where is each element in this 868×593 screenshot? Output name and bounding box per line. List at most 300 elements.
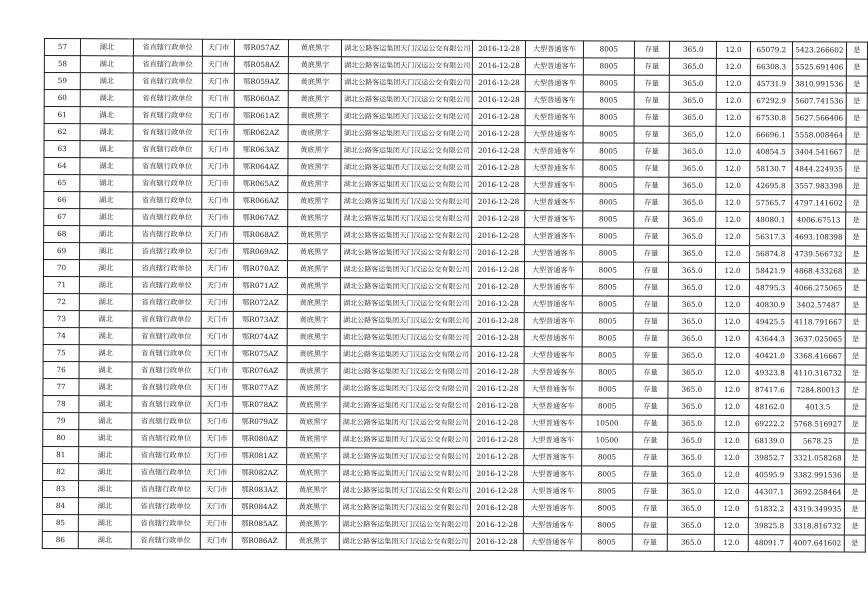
operator-company-cell: 湖北公路客运集团天门汉运公交有限公司 [341, 261, 472, 279]
city-cell: 天门市 [200, 515, 233, 532]
admin-level-cell: 省直辖行政单位 [132, 362, 201, 379]
operating-days-cell: 365.0 [668, 381, 715, 398]
operating-days-cell: 365.0 [668, 483, 715, 500]
plate-color-cell: 黄底黑字 [287, 397, 341, 414]
operating-days-cell: 365.0 [669, 143, 716, 160]
operator-company-cell: 湖北公路客运集团天门汉运公交有限公司 [340, 397, 471, 415]
value-total-cell: 58130.7 [750, 161, 792, 178]
operating-days-cell: 365.0 [669, 296, 716, 313]
vehicle-status-cell: 存量 [633, 279, 669, 296]
value-total-cell: 67292.9 [750, 93, 792, 110]
row-number-cell: 73 [43, 310, 79, 327]
value-monthly-cell: 4693.108398 [792, 229, 846, 246]
vehicle-type-cell: 大型普通客车 [524, 330, 582, 347]
operator-company-cell: 湖北公路客运集团天门汉运公交有限公司 [341, 278, 472, 296]
admin-level-cell: 省直辖行政单位 [132, 413, 201, 430]
operating-days-cell: 365.0 [669, 177, 716, 194]
plate-color-cell: 黄底黑字 [287, 329, 341, 346]
operating-days-cell: 365.0 [670, 58, 717, 75]
value-monthly-cell: 5607.741536 [792, 93, 846, 110]
vehicle-type-cell: 大型普通客车 [524, 466, 582, 483]
value-total-cell: 42695.8 [750, 178, 792, 195]
plate-color-cell: 黄底黑字 [287, 346, 341, 363]
admin-level-cell: 省直辖行政单位 [132, 311, 201, 328]
vehicle-code-cell: 8005 [582, 313, 633, 330]
vehicle-code-cell: 8005 [582, 449, 633, 466]
province-cell: 湖北 [78, 532, 131, 549]
city-cell: 天门市 [200, 464, 233, 481]
plate-number-cell: 鄂R084AZ [233, 498, 286, 515]
operator-company-cell: 湖北公路客运集团天门汉运公交有限公司 [340, 533, 471, 551]
row-number-cell: 74 [43, 327, 79, 344]
qualified-flag-cell: 是 [845, 416, 866, 433]
vehicle-code-cell: 8005 [583, 177, 634, 194]
plate-number-cell: 鄂R075AZ [234, 345, 287, 362]
plate-color-cell: 黄底黑字 [287, 431, 341, 448]
city-cell: 天门市 [201, 260, 234, 277]
vehicle-status-cell: 存量 [633, 262, 669, 279]
plate-color-cell: 黄底黑字 [286, 465, 340, 482]
admin-level-cell: 省直辖行政单位 [132, 396, 201, 413]
admin-level-cell: 省直辖行政单位 [133, 73, 202, 90]
value-total-cell: 44307.1 [748, 484, 790, 501]
distance-value-cell: 12.0 [716, 177, 749, 194]
plate-number-cell: 鄂R066AZ [234, 192, 287, 209]
row-number-cell: 85 [42, 514, 78, 531]
distance-value-cell: 12.0 [716, 279, 749, 296]
register-date-cell: 2016-12-28 [471, 482, 524, 499]
plate-color-cell: 黄底黑字 [288, 159, 342, 176]
admin-level-cell: 省直辖行政单位 [131, 481, 200, 498]
vehicle-type-cell: 大型普通客车 [524, 279, 582, 296]
operator-company-cell: 湖北公路客运集团天门汉运公交有限公司 [340, 499, 471, 517]
operating-days-cell: 365.0 [669, 211, 716, 228]
value-total-cell: 67530.8 [750, 110, 792, 127]
operator-company-cell: 湖北公路客运集团天门汉运公交有限公司 [342, 74, 473, 92]
distance-value-cell: 12.0 [717, 41, 750, 58]
city-cell: 天门市 [201, 396, 234, 413]
vehicle-status-cell: 存量 [634, 92, 670, 109]
distance-value-cell: 12.0 [716, 211, 749, 228]
province-cell: 湖北 [79, 447, 132, 464]
vehicle-data-table [42, 38, 868, 553]
row-number-cell: 78 [43, 395, 79, 412]
operator-company-cell: 湖北公路客运集团天门汉运公交有限公司 [340, 380, 471, 398]
vehicle-type-cell: 大型普通客车 [524, 347, 582, 364]
table-row [42, 531, 865, 552]
operator-company-cell: 湖北公路客运集团天门汉运公交有限公司 [341, 142, 472, 160]
row-number-cell: 60 [44, 90, 80, 107]
plate-color-cell: 黄底黑字 [287, 363, 341, 380]
operating-days-cell: 365.0 [670, 75, 717, 92]
vehicle-type-cell: 大型普通客车 [525, 126, 583, 143]
operating-days-cell: 365.0 [668, 398, 715, 415]
qualified-flag-cell: 是 [846, 195, 867, 212]
city-cell: 天门市 [202, 73, 235, 90]
province-cell: 湖北 [79, 328, 132, 345]
value-total-cell: 40421.0 [749, 348, 791, 365]
register-date-cell: 2016-12-28 [472, 329, 525, 346]
qualified-flag-cell: 是 [846, 93, 867, 110]
register-date-cell: 2016-12-28 [472, 193, 525, 210]
plate-color-cell: 黄底黑字 [287, 295, 341, 312]
register-date-cell: 2016-12-28 [472, 244, 525, 261]
vehicle-code-cell: 8005 [583, 75, 634, 92]
qualified-flag-cell: 是 [846, 161, 867, 178]
qualified-flag-cell: 是 [845, 382, 866, 399]
admin-level-cell: 省直辖行政单位 [132, 345, 201, 362]
admin-level-cell: 省直辖行政单位 [131, 498, 200, 515]
operator-company-cell: 湖北公路客运集团天门汉运公交有限公司 [342, 91, 473, 109]
vehicle-code-cell: 8005 [583, 58, 634, 75]
city-cell: 天门市 [201, 311, 234, 328]
distance-value-cell: 12.0 [716, 126, 749, 143]
value-total-cell: 40595.9 [748, 467, 790, 484]
vehicle-type-cell: 大型普通客车 [525, 160, 583, 177]
operating-days-cell: 365.0 [668, 466, 715, 483]
value-monthly-cell: 3692.258464 [791, 484, 845, 501]
value-total-cell: 69222.2 [749, 416, 791, 433]
admin-level-cell: 省直辖行政单位 [133, 107, 202, 124]
province-cell: 湖北 [80, 107, 133, 124]
value-total-cell: 56317.3 [749, 229, 791, 246]
register-date-cell: 2016-12-28 [471, 397, 524, 414]
operator-company-cell: 湖北公路客运集团天门汉运公交有限公司 [341, 193, 472, 211]
value-monthly-cell: 3321.058268 [791, 450, 845, 467]
operating-days-cell: 365.0 [669, 126, 716, 143]
city-cell: 天门市 [201, 345, 234, 362]
register-date-cell: 2016-12-28 [473, 57, 526, 74]
vehicle-status-cell: 存量 [634, 160, 670, 177]
value-monthly-cell: 3404.541667 [792, 144, 846, 161]
city-cell: 天门市 [202, 158, 235, 175]
admin-level-cell: 省直辖行政单位 [133, 175, 202, 192]
vehicle-code-cell: 10500 [582, 415, 633, 432]
plate-number-cell: 鄂R069AZ [234, 243, 287, 260]
vehicle-status-cell: 存量 [633, 364, 669, 381]
vehicle-code-cell: 8005 [582, 262, 633, 279]
distance-value-cell: 12.0 [715, 415, 748, 432]
value-total-cell: 68139.0 [748, 433, 790, 450]
vehicle-code-cell: 8005 [582, 330, 633, 347]
vehicle-type-cell: 大型普通客车 [525, 41, 583, 58]
plate-number-cell: 鄂R083AZ [233, 481, 286, 498]
vehicle-code-cell: 8005 [582, 228, 633, 245]
vehicle-type-cell: 大型普通客车 [524, 313, 582, 330]
row-number-cell: 64 [44, 158, 80, 175]
operating-days-cell: 365.0 [668, 432, 715, 449]
admin-level-cell: 省直辖行政单位 [132, 294, 201, 311]
distance-value-cell: 12.0 [716, 313, 749, 330]
vehicle-status-cell: 存量 [632, 449, 668, 466]
plate-number-cell: 鄂R080AZ [233, 430, 286, 447]
vehicle-type-cell: 大型普通客车 [525, 58, 583, 75]
plate-color-cell: 黄底黑字 [288, 74, 342, 91]
register-date-cell: 2016-12-28 [472, 261, 525, 278]
province-cell: 湖北 [80, 260, 133, 277]
admin-level-cell: 省直辖行政单位 [133, 56, 202, 73]
distance-value-cell: 12.0 [715, 483, 748, 500]
plate-color-cell: 黄底黑字 [287, 414, 341, 431]
operator-company-cell: 湖北公路客运集团天门汉运公交有限公司 [340, 516, 471, 534]
value-total-cell: 58421.9 [749, 263, 791, 280]
row-number-cell: 86 [42, 531, 78, 548]
value-monthly-cell: 4319.349935 [790, 501, 844, 518]
city-cell: 天门市 [201, 328, 234, 345]
vehicle-code-cell: 8005 [583, 194, 634, 211]
register-date-cell: 2016-12-28 [472, 142, 525, 159]
row-number-cell: 71 [43, 276, 79, 293]
operator-company-cell: 湖北公路客运集团天门汉运公交有限公司 [340, 465, 471, 483]
vehicle-type-cell: 大型普通客车 [523, 517, 581, 534]
plate-color-cell: 黄底黑字 [288, 40, 342, 57]
vehicle-code-cell: 8005 [583, 160, 634, 177]
province-cell: 湖北 [81, 39, 134, 56]
plate-number-cell: 鄂R079AZ [233, 413, 286, 430]
operating-days-cell: 365.0 [670, 41, 717, 58]
row-number-cell: 65 [44, 175, 80, 192]
operator-company-cell: 湖北公路客运集团天门汉运公交有限公司 [341, 210, 472, 228]
qualified-flag-cell: 是 [844, 450, 865, 467]
city-cell: 天门市 [201, 226, 234, 243]
value-monthly-cell: 4110.316732 [791, 365, 845, 382]
register-date-cell: 2016-12-28 [473, 91, 526, 108]
vehicle-type-cell: 大型普通客车 [524, 262, 582, 279]
vehicle-type-cell: 大型普通客车 [525, 211, 583, 228]
value-monthly-cell: 4844.224935 [792, 161, 846, 178]
distance-value-cell: 12.0 [716, 347, 749, 364]
plate-number-cell: 鄂R068AZ [234, 226, 287, 243]
operating-days-cell: 365.0 [668, 500, 715, 517]
admin-level-cell: 省直辖行政单位 [133, 90, 202, 107]
operating-days-cell: 365.0 [668, 517, 715, 534]
vehicle-code-cell: 8005 [583, 211, 634, 228]
admin-level-cell: 省直辖行政单位 [132, 277, 201, 294]
province-cell: 湖北 [78, 515, 131, 532]
city-cell: 天门市 [200, 498, 233, 515]
operator-company-cell: 湖北公路客运集团天门汉运公交有限公司 [341, 227, 472, 245]
plate-number-cell: 鄂R060AZ [235, 90, 288, 107]
register-date-cell: 2016-12-28 [471, 516, 524, 533]
plate-number-cell: 鄂R065AZ [234, 175, 287, 192]
province-cell: 湖北 [80, 141, 133, 158]
value-monthly-cell: 5525.691406 [792, 59, 846, 76]
plate-color-cell: 黄底黑字 [287, 261, 341, 278]
vehicle-code-cell: 8005 [583, 126, 634, 143]
qualified-flag-cell: 是 [845, 314, 866, 331]
admin-level-cell: 省直辖行政单位 [133, 141, 202, 158]
value-total-cell: 51832.2 [748, 501, 790, 518]
operating-days-cell: 365.0 [669, 279, 716, 296]
row-number-cell: 82 [43, 463, 79, 480]
distance-value-cell: 12.0 [717, 75, 750, 92]
admin-level-cell: 省直辖行政单位 [132, 226, 201, 243]
vehicle-code-cell: 8005 [582, 245, 633, 262]
vehicle-status-cell: 存量 [634, 41, 670, 58]
plate-color-cell: 黄底黑字 [287, 244, 341, 261]
value-total-cell: 43644.3 [749, 331, 791, 348]
city-cell: 天门市 [200, 447, 233, 464]
register-date-cell: 2016-12-28 [472, 210, 525, 227]
distance-value-cell: 12.0 [715, 398, 748, 415]
city-cell: 天门市 [202, 124, 235, 141]
city-cell: 天门市 [202, 90, 235, 107]
value-monthly-cell: 5558.008464 [792, 127, 846, 144]
operating-days-cell: 365.0 [669, 160, 716, 177]
operator-company-cell: 湖北公路客运集团天门汉运公交有限公司 [342, 57, 473, 75]
vehicle-status-cell: 存量 [634, 143, 670, 160]
city-cell: 天门市 [200, 430, 233, 447]
plate-number-cell: 鄂R085AZ [233, 515, 286, 532]
plate-color-cell: 黄底黑字 [288, 125, 342, 142]
value-monthly-cell: 3402.57487 [791, 297, 845, 314]
vehicle-code-cell: 8005 [583, 92, 634, 109]
row-number-cell: 61 [44, 107, 80, 124]
distance-value-cell: 12.0 [716, 245, 749, 262]
qualified-flag-cell: 是 [845, 229, 866, 246]
value-monthly-cell: 4066.275065 [791, 280, 845, 297]
province-cell: 湖北 [79, 464, 132, 481]
register-date-cell: 2016-12-28 [472, 125, 525, 142]
value-total-cell: 40830.9 [749, 297, 791, 314]
distance-value-cell: 12.0 [715, 534, 748, 551]
distance-value-cell: 12.0 [716, 143, 749, 160]
row-number-cell: 57 [44, 39, 80, 56]
operating-days-cell: 365.0 [668, 449, 715, 466]
value-total-cell: 49425.5 [749, 314, 791, 331]
qualified-flag-cell: 是 [846, 42, 867, 59]
operator-company-cell: 湖北公路客运集团天门汉运公交有限公司 [341, 176, 472, 194]
qualified-flag-cell: 是 [844, 501, 865, 518]
qualified-flag-cell: 是 [846, 127, 867, 144]
value-monthly-cell: 5627.566406 [792, 110, 846, 127]
vehicle-status-cell: 存量 [633, 398, 669, 415]
plate-color-cell: 黄底黑字 [286, 533, 340, 550]
operating-days-cell: 365.0 [668, 313, 715, 330]
province-cell: 湖北 [80, 226, 133, 243]
value-monthly-cell: 3382.991536 [791, 467, 845, 484]
plate-number-cell: 鄂R086AZ [233, 532, 286, 549]
value-monthly-cell: 4739.566732 [792, 246, 846, 263]
plate-number-cell: 鄂R057AZ [235, 39, 288, 56]
distance-value-cell: 12.0 [717, 58, 750, 75]
plate-color-cell: 黄底黑字 [287, 210, 341, 227]
province-cell: 湖北 [80, 243, 133, 260]
province-cell: 湖北 [80, 158, 133, 175]
table-body [42, 39, 867, 553]
vehicle-type-cell: 大型普通客车 [524, 432, 582, 449]
register-date-cell: 2016-12-28 [472, 312, 525, 329]
province-cell: 湖北 [79, 396, 132, 413]
city-cell: 天门市 [201, 209, 234, 226]
distance-value-cell: 12.0 [716, 262, 749, 279]
distance-value-cell: 12.0 [716, 194, 749, 211]
vehicle-status-cell: 存量 [634, 194, 670, 211]
distance-value-cell: 12.0 [716, 228, 749, 245]
qualified-flag-cell: 是 [844, 484, 865, 501]
vehicle-type-cell: 大型普通客车 [524, 483, 582, 500]
qualified-flag-cell: 是 [844, 467, 865, 484]
vehicle-code-cell: 8005 [581, 466, 632, 483]
plate-color-cell: 黄底黑字 [288, 91, 342, 108]
vehicle-code-cell: 8005 [583, 143, 634, 160]
vehicle-type-cell: 大型普通客车 [523, 500, 581, 517]
plate-number-cell: 鄂R071AZ [234, 277, 287, 294]
operator-company-cell: 湖北公路客运集团天门汉运公交有限公司 [341, 244, 472, 262]
vehicle-code-cell: 8005 [582, 398, 633, 415]
operating-days-cell: 365.0 [669, 245, 716, 262]
row-number-cell: 75 [43, 344, 79, 361]
value-total-cell: 48162.0 [749, 399, 791, 416]
plate-color-cell: 黄底黑字 [288, 57, 342, 74]
vehicle-status-cell: 存量 [632, 432, 668, 449]
vehicle-status-cell: 存量 [633, 245, 669, 262]
city-cell: 天门市 [202, 39, 235, 56]
distance-value-cell: 12.0 [715, 432, 748, 449]
value-total-cell: 39852.7 [748, 450, 790, 467]
vehicle-type-cell: 大型普通客车 [524, 381, 582, 398]
province-cell: 湖北 [79, 498, 132, 515]
province-cell: 湖北 [80, 124, 133, 141]
vehicle-status-cell: 存量 [632, 466, 668, 483]
province-cell: 湖北 [79, 362, 132, 379]
distance-value-cell: 12.0 [715, 364, 748, 381]
row-number-cell: 80 [43, 429, 79, 446]
province-cell: 湖北 [79, 345, 132, 362]
qualified-flag-cell: 是 [845, 246, 866, 263]
operator-company-cell: 湖北公路客运集团天门汉运公交有限公司 [340, 346, 471, 364]
province-cell: 湖北 [80, 192, 133, 209]
register-date-cell: 2016-12-28 [472, 159, 525, 176]
admin-level-cell: 省直辖行政单位 [133, 192, 202, 209]
plate-number-cell: 鄂R064AZ [234, 158, 287, 175]
plate-color-cell: 黄底黑字 [286, 482, 340, 499]
vehicle-status-cell: 存量 [633, 296, 669, 313]
city-cell: 天门市 [202, 107, 235, 124]
vehicle-code-cell: 8005 [582, 364, 633, 381]
vehicle-status-cell: 存量 [633, 347, 669, 364]
value-total-cell: 66696.1 [750, 127, 792, 144]
province-cell: 湖北 [80, 209, 133, 226]
distance-value-cell: 12.0 [716, 330, 749, 347]
distance-value-cell: 12.0 [717, 92, 750, 109]
admin-level-cell: 省直辖行政单位 [131, 515, 200, 532]
register-date-cell: 2016-12-28 [471, 380, 524, 397]
plate-color-cell: 黄底黑字 [287, 278, 341, 295]
value-monthly-cell: 7284.80013 [791, 382, 845, 399]
value-monthly-cell: 4006.67513 [792, 212, 846, 229]
value-total-cell: 40854.5 [750, 144, 792, 161]
plate-color-cell: 黄底黑字 [288, 108, 342, 125]
qualified-flag-cell: 是 [846, 59, 867, 76]
qualified-flag-cell: 是 [844, 518, 865, 535]
register-date-cell: 2016-12-28 [473, 40, 526, 57]
province-cell: 湖北 [80, 56, 133, 73]
vehicle-type-cell: 大型普通客车 [525, 109, 583, 126]
qualified-flag-cell: 是 [846, 110, 867, 127]
plate-number-cell: 鄂R072AZ [234, 294, 287, 311]
plate-number-cell: 鄂R082AZ [233, 464, 286, 481]
row-number-cell: 81 [43, 446, 79, 463]
vehicle-type-cell: 大型普通客车 [523, 534, 581, 551]
operator-company-cell: 湖北公路客运集团天门汉运公交有限公司 [341, 125, 472, 143]
province-cell: 湖北 [80, 73, 133, 90]
register-date-cell: 2016-12-28 [473, 108, 526, 125]
value-total-cell: 39825.8 [748, 518, 790, 535]
province-cell: 湖北 [80, 277, 133, 294]
plate-number-cell: 鄂R070AZ [234, 260, 287, 277]
plate-number-cell: 鄂R077AZ [233, 379, 286, 396]
